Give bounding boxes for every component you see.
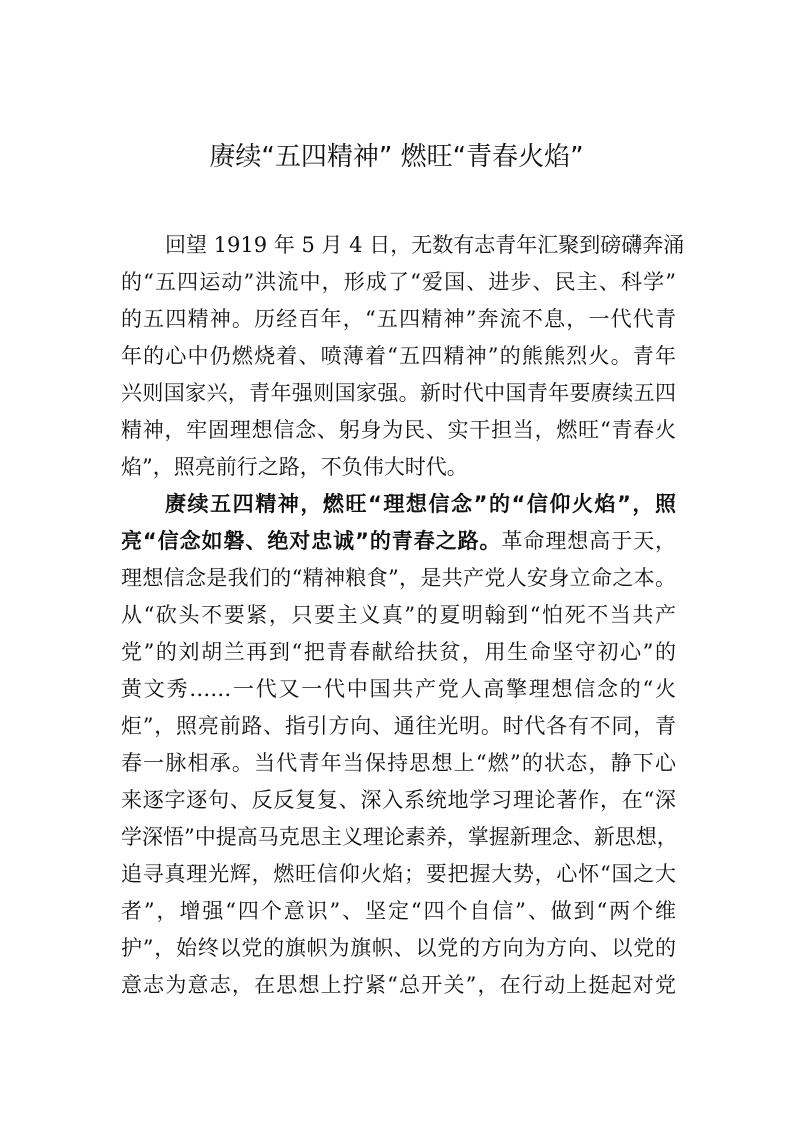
text-line (121, 782, 676, 819)
document-body (121, 227, 685, 1004)
text-line (121, 412, 676, 449)
text-line (121, 560, 676, 597)
text-line (121, 745, 676, 782)
text-line (121, 708, 676, 745)
body-text: 回望 1919 年 5 月 4 日，无数有志青年汇聚到磅礴奔涌 (165, 233, 685, 257)
body-text: 理想信念是我们的“精神粮食”，是共产党人安身立命之本。 (121, 566, 676, 590)
text-line (121, 301, 676, 338)
body-text: 来逐字逐句、反反复复、深入系统地学习理论著作，在“深 (121, 788, 676, 812)
body-text: 党”的刘胡兰再到“把青春献给扶贫，用生命坚守初心”的 (121, 640, 676, 664)
body-text: 革命理想高于天， (501, 529, 677, 553)
text-line (121, 893, 676, 930)
body-text: 精神，牢固理想信念、躬身为民、实干担当，燃旺“青春火 (121, 418, 676, 442)
body-text: 春一脉相承。当代青年当保持思想上“燃”的状态，静下心 (121, 751, 676, 775)
text-line (121, 227, 685, 264)
text-line (121, 819, 676, 856)
bold-text: 亮“信念如磐、绝对忠诚”的青春之路。 (121, 529, 502, 553)
body-text: 护”，始终以党的旗帜为旗帜、以党的方向为方向、以党的 (121, 936, 676, 960)
text-line (121, 671, 676, 708)
body-text: 从“砍头不要紧，只要主义真”的夏明翰到“怕死不当共产 (121, 603, 676, 627)
body-text: 的“五四运动”洪流中，形成了“爱国、进步、民主、科学” (121, 270, 676, 294)
body-text: 炬”，照亮前路、指引方向、通往光明。时代各有不同，青 (121, 714, 676, 738)
text-line (121, 486, 676, 523)
body-text: 的五四精神。历经百年，“五四精神”奔流不息，一代代青 (121, 307, 676, 331)
body-text: 追寻真理光辉，燃旺信仰火焰；要把握大势，心怀“国之大 (121, 862, 676, 886)
body-text: 者”，增强“四个意识”、坚定“四个自信”、做到“两个维 (121, 899, 676, 923)
body-text: 意志为意志，在思想上拧紧“总开关”，在行动上挺起对党 (121, 973, 676, 997)
text-line (121, 449, 676, 486)
body-text: 学深悟”中提高马克思主义理论素养，掌握新理念、新思想， (121, 825, 678, 849)
text-line (121, 597, 676, 634)
body-text: 黄文秀……一代又一代中国共产党人高擎理想信念的“火 (121, 677, 676, 701)
paragraph (121, 486, 676, 1004)
document-title: 赓续“五四精神” 燃旺“青春火焰” (209, 142, 584, 172)
text-line (121, 338, 676, 375)
text-line (121, 856, 676, 893)
paragraph (121, 227, 685, 486)
body-text: 年的心中仍燃烧着、喷薄着“五四精神”的熊熊烈火。青年 (121, 344, 676, 368)
text-line (121, 967, 676, 1004)
bold-text: 赓续五四精神，燃旺“理想信念”的“信仰火焰”，照 (165, 492, 676, 516)
text-line (121, 634, 676, 671)
text-line (121, 264, 676, 301)
body-text: 兴则国家兴，青年强则国家强。新时代中国青年要赓续五四 (121, 381, 676, 405)
text-line (121, 523, 676, 560)
text-line (121, 375, 676, 412)
text-line (121, 930, 676, 967)
body-text: 焰”，照亮前行之路，不负伟大时代。 (121, 455, 468, 479)
